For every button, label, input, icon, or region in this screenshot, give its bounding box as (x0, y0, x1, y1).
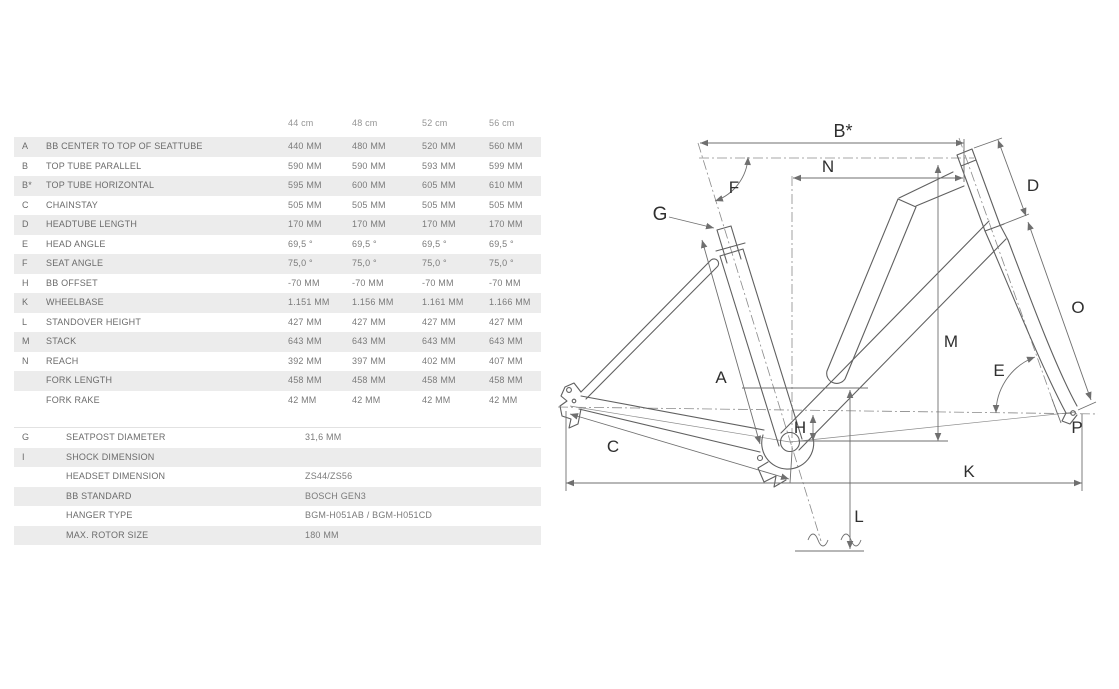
row-value: -70 MM (352, 277, 384, 288)
label-seatpost-diameter: G (652, 204, 668, 225)
row-value: -70 MM (422, 277, 454, 288)
row-value: 458 MM (489, 375, 523, 385)
row-value: 643 MM (352, 336, 386, 346)
row-value: 560 MM (489, 141, 523, 151)
row-value: 69,5 ° (352, 238, 377, 249)
row-letter: D (22, 219, 29, 229)
row-value: 505 MM (288, 199, 322, 210)
row-value: 610 MM (489, 180, 523, 190)
row-value: -70 MM (489, 277, 521, 288)
row-value: 1.166 MM (489, 297, 531, 307)
row-letter: N (22, 355, 29, 366)
row-name: TOP TUBE HORIZONTAL (46, 180, 155, 190)
row-value: 170 MM (352, 219, 386, 229)
row-name: SEATPOST DIAMETER (66, 432, 166, 442)
label-head-angle: E (993, 361, 1005, 380)
axis-lines (558, 138, 1098, 541)
label-standover: L (854, 507, 864, 526)
row-name: STANDOVER HEIGHT (46, 316, 142, 327)
rear-dropout-bolt (572, 399, 576, 403)
size-header-48: 48 cm (352, 118, 378, 128)
rear-dropout (560, 383, 581, 428)
head-tube (957, 149, 1000, 231)
row-value: 407 MM (489, 355, 523, 366)
row-value: 590 MM (352, 160, 386, 171)
row-value: 643 MM (422, 336, 456, 346)
row-value: 75,0 ° (422, 258, 447, 268)
row-letter: B (22, 160, 29, 171)
row-value: 69,5 ° (489, 238, 514, 249)
axle-line (558, 407, 1098, 414)
label-stack: M (943, 332, 959, 351)
label-fork-length: O (1071, 298, 1085, 317)
row-value: 593 MM (422, 160, 456, 171)
row-name: STACK (46, 336, 77, 346)
row-value: 427 MM (422, 316, 456, 327)
row-name: MAX. ROTOR SIZE (66, 529, 149, 540)
row-letter: K (22, 297, 29, 307)
row-value: 520 MM (422, 141, 456, 151)
row-name: WHEELBASE (46, 297, 104, 307)
row-letter: M (22, 336, 30, 346)
row-letter: L (22, 316, 28, 327)
steering-axis-line (959, 138, 1057, 413)
seat-stay (581, 259, 719, 399)
battery-tube (827, 199, 916, 383)
row-value: 42 MM (288, 394, 317, 405)
row-value: 180 MM (305, 529, 339, 540)
row-value: 1.151 MM (288, 297, 330, 307)
leader-seatpost (669, 217, 714, 228)
row-name: BB OFFSET (46, 277, 98, 288)
row-value: BOSCH GEN3 (305, 490, 367, 501)
row-value: 75,0 ° (288, 258, 313, 268)
label-wheelbase: K (963, 462, 975, 481)
row-value: 69,5 ° (288, 238, 313, 249)
row-value: 42 MM (422, 394, 451, 405)
row-value: 1.161 MM (422, 297, 464, 307)
row-name: HEADTUBE LENGTH (46, 219, 138, 229)
row-value: 505 MM (352, 199, 386, 210)
row-value: 427 MM (288, 316, 322, 327)
row-value: 170 MM (489, 219, 523, 229)
rear-axle-hole (567, 388, 572, 393)
label-headtube-length: D (1026, 176, 1040, 195)
row-letter: A (22, 141, 29, 151)
front-axle-hole (1071, 411, 1076, 416)
row-value: 402 MM (422, 355, 456, 366)
row-value: 392 MM (288, 355, 322, 366)
seat-tube-axis-line (698, 143, 821, 541)
top-tube-connector (899, 172, 964, 206)
row-letter: E (22, 238, 29, 249)
row-name: TOP TUBE PARALLEL (46, 160, 142, 171)
dim-seattube (702, 240, 760, 444)
row-value: 440 MM (288, 141, 322, 151)
row-name: HEADSET DIMENSION (66, 471, 166, 481)
row-value: 458 MM (288, 375, 322, 385)
ext-fork-end (1078, 402, 1096, 410)
row-name: FORK LENGTH (46, 375, 113, 385)
label-fork-rake: P (1071, 418, 1083, 437)
row-name: HEAD ANGLE (46, 238, 106, 249)
row-value: 605 MM (422, 180, 456, 190)
row-value: 427 MM (489, 316, 523, 327)
row-value: 643 MM (489, 336, 523, 346)
row-value: 643 MM (288, 336, 322, 346)
seat-tube (716, 243, 802, 446)
row-value: ZS44/ZS56 (305, 471, 353, 481)
motor-bolt (758, 456, 763, 461)
row-value: 31,6 MM (305, 432, 342, 442)
ext-headtube (974, 138, 1029, 225)
row-letter: H (22, 277, 29, 288)
row-name: FORK RAKE (46, 394, 100, 405)
row-name: SHOCK DIMENSION (66, 451, 155, 462)
row-letter: C (22, 199, 29, 210)
size-header-56: 56 cm (489, 118, 515, 128)
row-value: 458 MM (352, 375, 386, 385)
row-letter: G (22, 432, 30, 442)
row-value: 505 MM (422, 199, 456, 210)
ext-chainstay-bb (790, 452, 792, 483)
dimension-lines (566, 138, 1096, 551)
dim-headtube-length (998, 140, 1026, 216)
row-name: HANGER TYPE (66, 510, 133, 520)
label-top-tube-horizontal: B* (833, 121, 853, 141)
row-value: 42 MM (352, 394, 381, 405)
ext-wheelbase (566, 411, 1082, 491)
row-name: SEAT ANGLE (46, 258, 104, 268)
row-value: 397 MM (352, 355, 386, 366)
row-value: 1.156 MM (352, 297, 394, 307)
row-letter: B* (22, 180, 32, 190)
row-value: 595 MM (288, 180, 322, 190)
row-value: 599 MM (489, 160, 523, 171)
tick-fork-rake (1052, 399, 1061, 423)
row-value: BGM-H051AB / BGM-H051CD (305, 510, 433, 520)
frame-outline (560, 149, 1077, 487)
row-value: 427 MM (352, 316, 386, 327)
down-tube (781, 221, 1006, 450)
row-value: 42 MM (489, 394, 518, 405)
row-value: 590 MM (288, 160, 322, 171)
size-header-52: 52 cm (422, 118, 448, 128)
break-marks (808, 534, 861, 546)
size-header-44: 44 cm (288, 118, 314, 128)
row-name: BB CENTER TO TOP OF SEATTUBE (46, 141, 203, 151)
row-value: -70 MM (288, 277, 320, 288)
row-value: 480 MM (352, 141, 386, 151)
row-letter: I (22, 451, 25, 462)
label-seat-angle: F (728, 178, 740, 197)
label-reach: N (821, 157, 835, 176)
row-value: 600 MM (352, 180, 386, 190)
row-value: 170 MM (288, 219, 322, 229)
row-name: BB STANDARD (66, 490, 132, 501)
label-chainstay: C (606, 437, 620, 456)
row-value: 458 MM (422, 375, 456, 385)
label-bb-offset: H (793, 418, 807, 437)
row-value: 69,5 ° (422, 238, 447, 249)
row-value: 75,0 ° (352, 258, 377, 268)
row-name: REACH (46, 355, 79, 366)
row-value: 170 MM (422, 219, 456, 229)
row-letter: F (22, 258, 28, 268)
label-seattube: A (715, 368, 727, 387)
row-value: 75,0 ° (489, 258, 514, 268)
row-name: CHAINSTAY (46, 199, 98, 210)
row-value: 505 MM (489, 199, 523, 210)
